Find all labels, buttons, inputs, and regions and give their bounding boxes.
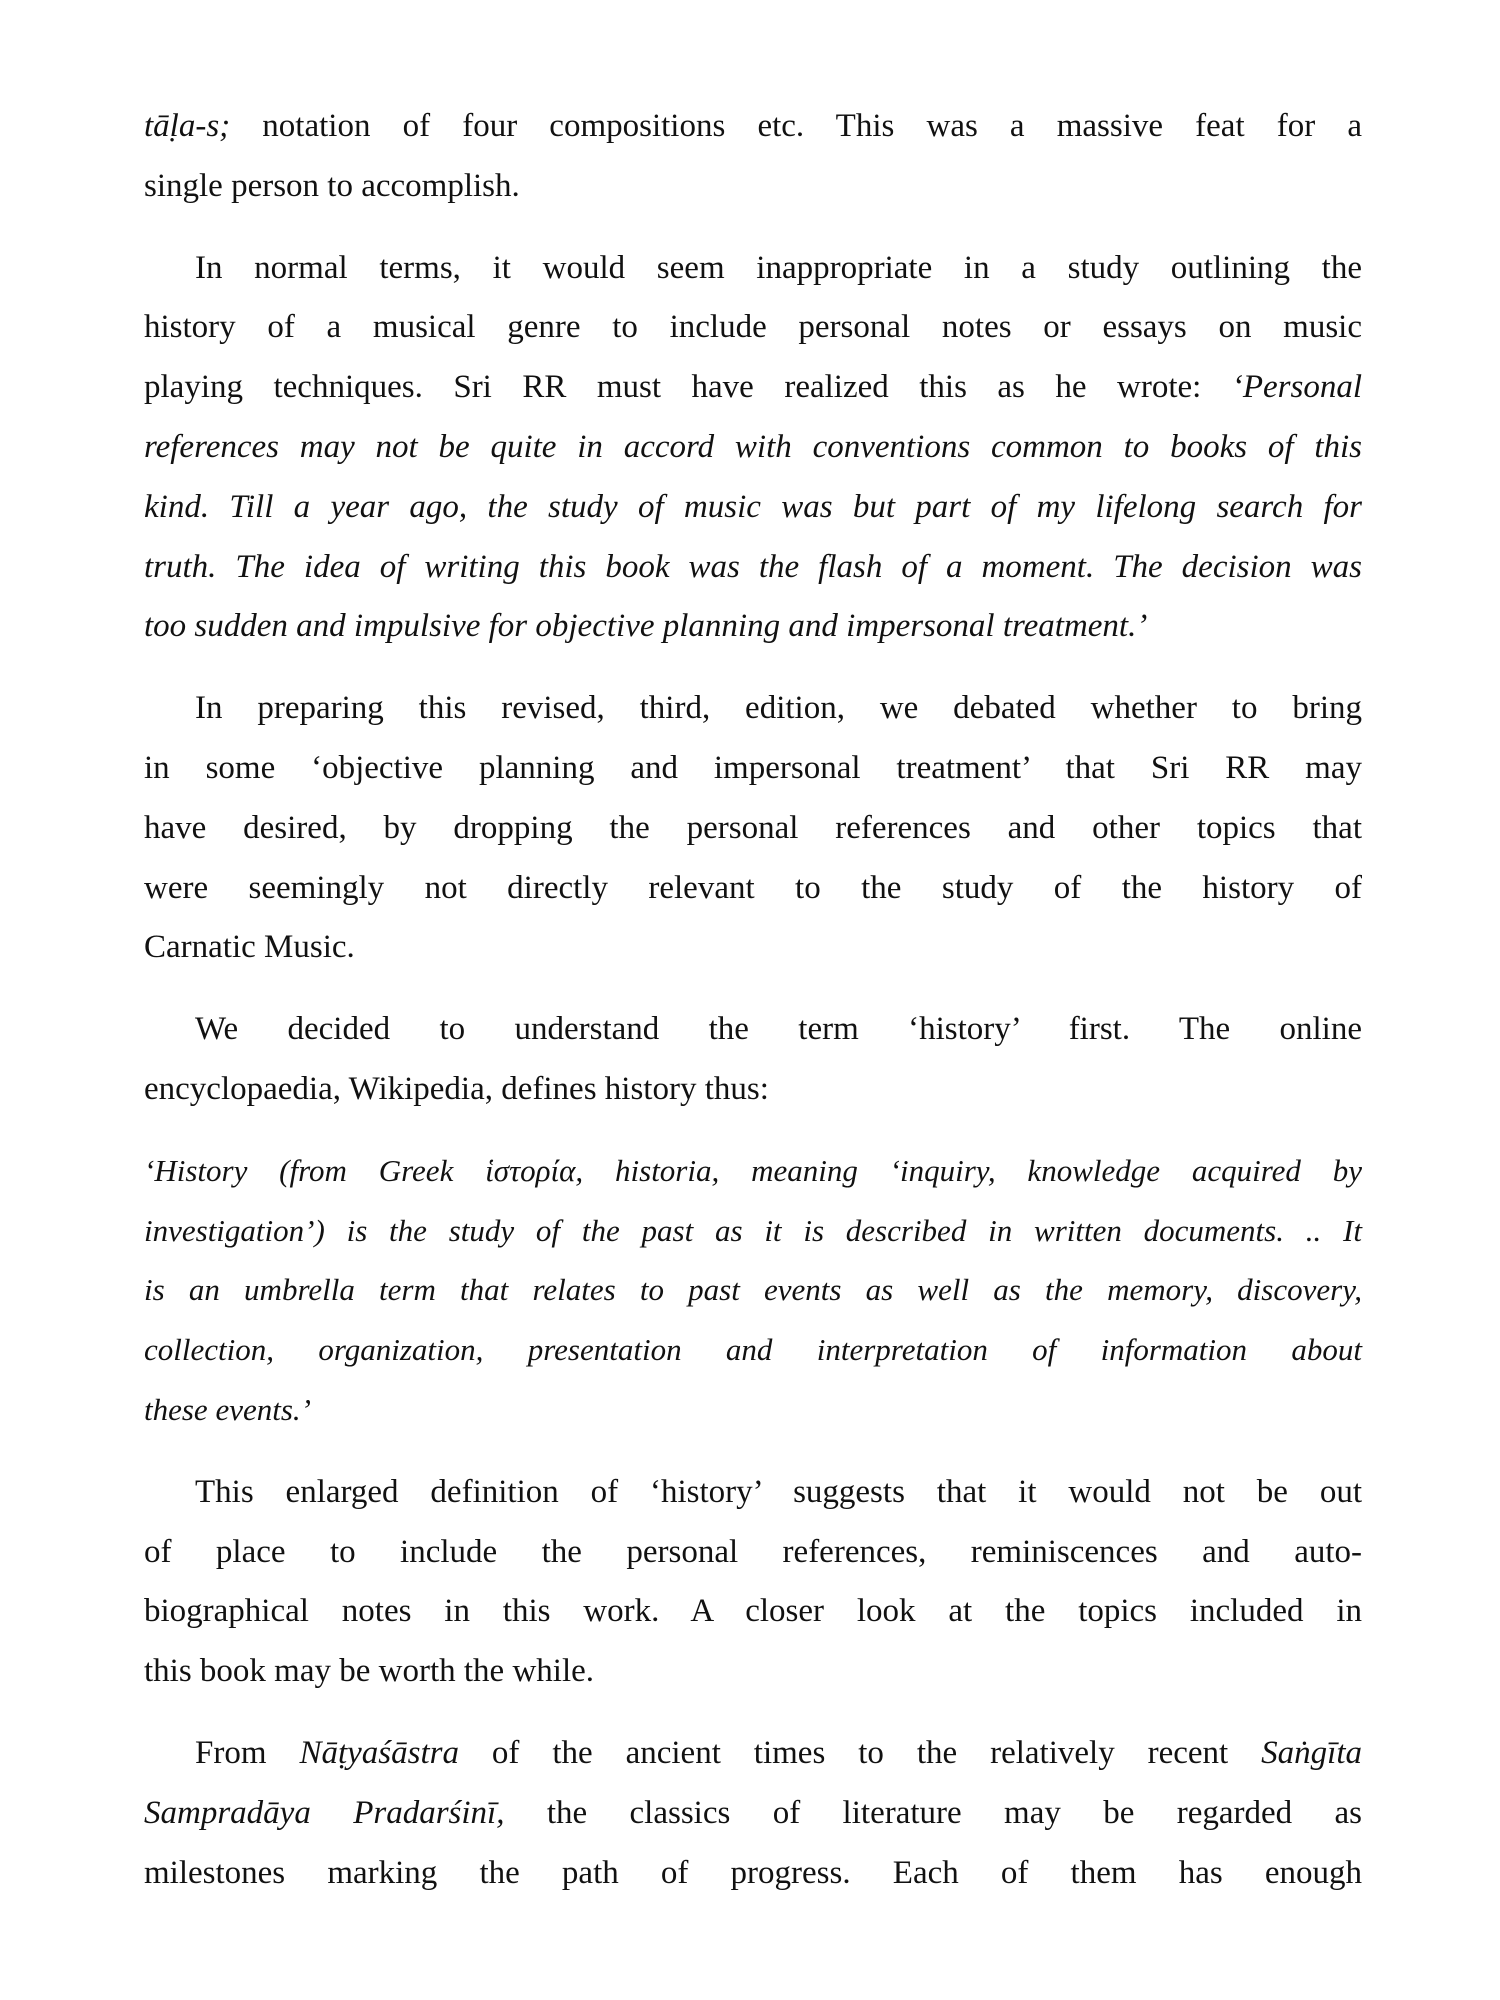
text-segment: have desired, by dropping the personal references and other topics that (144, 809, 1362, 846)
text-line (144, 1209, 1362, 1253)
italic-text: Saṅgīta (1261, 1735, 1363, 1771)
text-line (144, 604, 1362, 648)
text-segment: of place to include the personal references, reminiscences and auto- (144, 1533, 1362, 1570)
italic-text: ‘Personal (1231, 369, 1362, 406)
italic-text: Sampradāya Pradarśinī, (144, 1794, 505, 1831)
text-line (144, 1589, 1362, 1633)
text-line (144, 365, 1362, 409)
text-line (144, 1388, 1362, 1432)
text-line (144, 1067, 1362, 1111)
text-segment: playing techniques. Sri RR must have realized this as he wrote: (144, 369, 1232, 406)
text-line (195, 246, 1362, 290)
text-line (144, 104, 1362, 148)
italic-text: tāḷa-s; (144, 108, 231, 144)
text-line (144, 925, 1362, 969)
text-segment: in some ‘objective planning and impersonal treatment’ that Sri RR may (144, 750, 1362, 786)
text-line (144, 746, 1362, 790)
italic-text: truth. The idea of writing this book was the flash of a moment. The decision was (144, 548, 1362, 585)
text-segment: In normal terms, it would seem inappropriate in a study outlining the (195, 249, 1362, 286)
italic-text: references may not be quite in accord with conventions common to books of this (144, 429, 1362, 465)
text-line (144, 164, 1362, 208)
text-line (144, 1268, 1362, 1312)
text-segment: were seemingly not directly relevant to the study of the history of (144, 869, 1362, 906)
italic-text: is an umbrella term that relates to past events as well as the memory, discovery, (144, 1272, 1362, 1308)
italic-text: kind. Till a year ago, the study of music was but part of my lifelong search for (144, 488, 1362, 525)
text-segment: single person to accomplish. (144, 167, 520, 204)
text-line (144, 425, 1362, 469)
text-segment: encyclopaedia, Wikipedia, defines history thus: (144, 1071, 769, 1107)
text-segment: of the ancient times to the relatively recent (458, 1735, 1262, 1771)
text-line (144, 1328, 1362, 1372)
italic-text: these events.’ (144, 1392, 311, 1427)
text-line (144, 1530, 1362, 1574)
text-segment: We decided to understand the term ‘history’ first. The online (195, 1011, 1362, 1048)
text-line (195, 1470, 1362, 1514)
text-line (144, 485, 1362, 529)
text-segment: From (195, 1735, 300, 1771)
text-line (144, 1149, 1362, 1193)
italic-text: Nāṭyaśāstra (299, 1735, 459, 1771)
italic-text: too sudden and impulsive for objective planning and impersonal treatment.’ (144, 608, 1148, 645)
text-segment: notation of four compositions etc. This was a massive feat for a (230, 108, 1362, 144)
text-segment: history of a musical genre to include personal notes or essays on music (144, 309, 1362, 346)
text-line (144, 305, 1362, 349)
text-line (144, 1791, 1362, 1835)
text-segment: This enlarged definition of ‘history’ suggests that it would not be out (195, 1473, 1362, 1510)
italic-text: collection, organization, presentation and interpretation of information about (144, 1332, 1362, 1368)
text-segment: In preparing this revised, third, edition, we debated whether to bring (195, 690, 1362, 727)
text-line (144, 1649, 1362, 1693)
text-segment: Carnatic Music. (144, 929, 355, 966)
text-line (144, 806, 1362, 850)
text-line (195, 1731, 1362, 1775)
text-segment: the classics of literature may be regarded as (504, 1794, 1363, 1831)
italic-text: investigation’) is the study of the past as it is described in written documents. .. It (144, 1212, 1362, 1248)
text-segment: milestones marking the path of progress. Each of them has enough (144, 1854, 1362, 1891)
text-segment: biographical notes in this work. A closer look at the topics included in (144, 1593, 1362, 1630)
text-line (144, 866, 1362, 910)
text-line (195, 686, 1362, 730)
text-line (195, 1007, 1362, 1051)
text-segment: this book may be worth the while. (144, 1653, 595, 1690)
text-line (144, 1851, 1362, 1895)
text-line (144, 545, 1362, 589)
italic-text: ‘History (from Greek ἱστορία, historia, meaning ‘inquiry, knowledge acquired by (144, 1152, 1362, 1188)
